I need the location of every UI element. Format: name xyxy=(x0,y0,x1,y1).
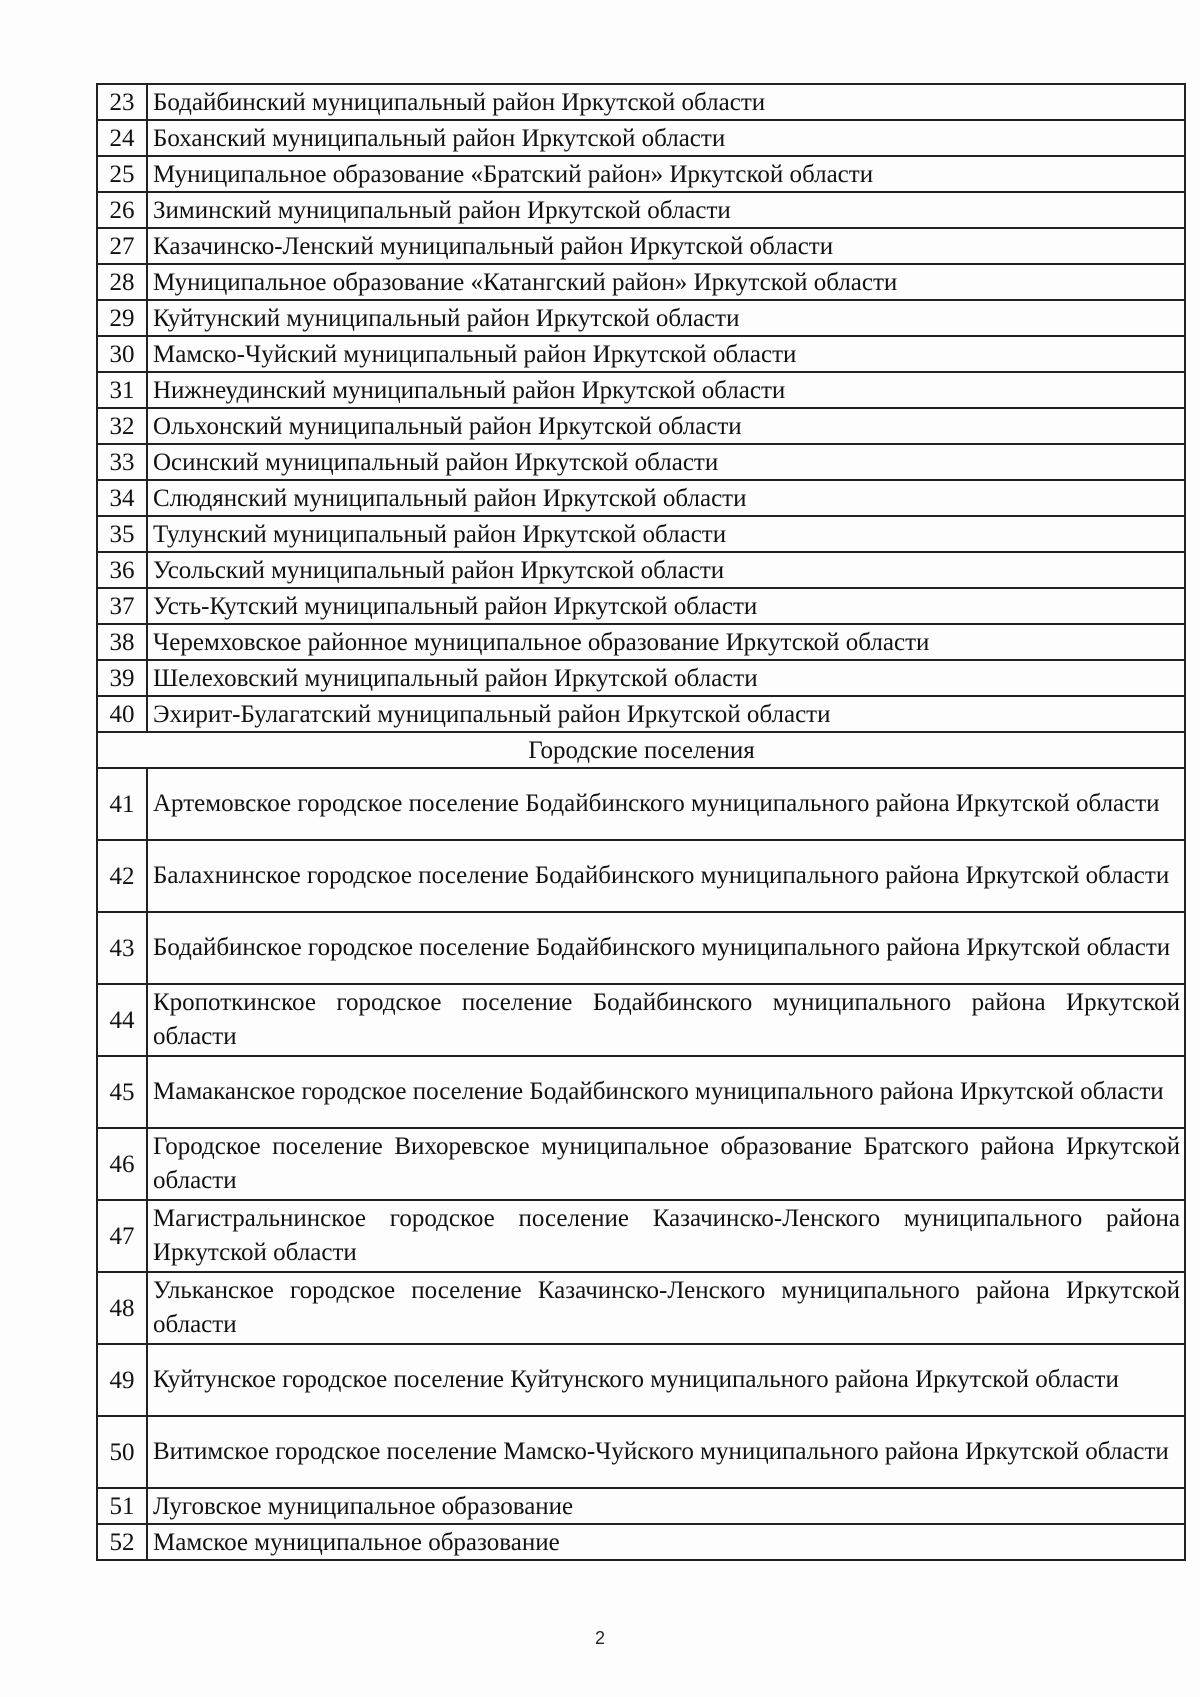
table-row xyxy=(97,408,1185,444)
municipality-name: Мамско-Чуйский муниципальный район Иркутской области xyxy=(147,336,1185,372)
table-row xyxy=(97,696,1185,732)
section-title: Городские поселения xyxy=(97,732,1185,768)
row-number: 33 xyxy=(97,444,147,480)
row-number: 30 xyxy=(97,336,147,372)
table-row xyxy=(97,192,1185,228)
table-row xyxy=(97,372,1185,408)
municipality-name: Кропоткинское городское поселение Бодайбинского муниципального района Иркутской области xyxy=(147,984,1185,1056)
row-number: 48 xyxy=(97,1272,147,1344)
row-number: 42 xyxy=(97,840,147,912)
row-number: 32 xyxy=(97,408,147,444)
municipality-name: Ульканское городское поселение Казачинско-Ленского муниципального района Иркутской области xyxy=(147,1272,1185,1344)
row-number: 51 xyxy=(97,1488,147,1524)
municipality-name: Балахнинское городское поселение Бодайбинского муниципального района Иркутской области xyxy=(147,840,1185,912)
table-row xyxy=(97,156,1185,192)
table-row xyxy=(97,1488,1185,1524)
municipality-name: Витимское городское поселение Мамско-Чуйского муниципального района Иркутской области xyxy=(147,1416,1185,1488)
municipality-name: Эхирит-Булагатский муниципальный район Иркутской области xyxy=(147,696,1185,732)
table-row xyxy=(97,228,1185,264)
municipality-name: Луговское муниципальное образование xyxy=(147,1488,1185,1524)
table-row xyxy=(97,480,1185,516)
row-number: 35 xyxy=(97,516,147,552)
municipality-name: Шелеховский муниципальный район Иркутской области xyxy=(147,660,1185,696)
table-row xyxy=(97,1272,1185,1344)
table-row xyxy=(97,1056,1185,1128)
table-row xyxy=(97,768,1185,840)
row-number: 43 xyxy=(97,912,147,984)
municipality-name: Мамаканское городское поселение Бодайбинского муниципального района Иркутской области xyxy=(147,1056,1185,1128)
table-row xyxy=(97,444,1185,480)
table-row xyxy=(97,516,1185,552)
table-row xyxy=(97,840,1185,912)
municipality-name: Черемховское районное муниципальное образование Иркутской области xyxy=(147,624,1185,660)
row-number: 26 xyxy=(97,192,147,228)
table-row xyxy=(97,120,1185,156)
municipality-name: Слюдянский муниципальный район Иркутской области xyxy=(147,480,1185,516)
row-number: 24 xyxy=(97,120,147,156)
row-number: 28 xyxy=(97,264,147,300)
municipality-name: Куйтунское городское поселение Куйтунского муниципального района Иркутской области xyxy=(147,1344,1185,1416)
municipalities-table-body xyxy=(97,84,1185,1560)
table-row xyxy=(97,912,1185,984)
row-number: 25 xyxy=(97,156,147,192)
row-number: 36 xyxy=(97,552,147,588)
section-header-row xyxy=(97,732,1185,768)
table-row xyxy=(97,264,1185,300)
page-number: 2 xyxy=(594,1628,605,1648)
municipality-name: Казачинско-Ленский муниципальный район Иркутской области xyxy=(147,228,1185,264)
row-number: 41 xyxy=(97,768,147,840)
municipality-name: Муниципальное образование «Катангский район» Иркутской области xyxy=(147,264,1185,300)
table-row xyxy=(97,588,1185,624)
table-row xyxy=(97,84,1185,120)
municipality-name: Усть-Кутский муниципальный район Иркутской области xyxy=(147,588,1185,624)
municipality-name: Зиминский муниципальный район Иркутской области xyxy=(147,192,1185,228)
table-row xyxy=(97,1416,1185,1488)
row-number: 31 xyxy=(97,372,147,408)
row-number: 29 xyxy=(97,300,147,336)
municipality-name: Куйтунский муниципальный район Иркутской области xyxy=(147,300,1185,336)
row-number: 52 xyxy=(97,1524,147,1560)
row-number: 23 xyxy=(97,84,147,120)
table-row xyxy=(97,336,1185,372)
table-row xyxy=(97,1200,1185,1272)
municipality-name: Муниципальное образование «Братский район» Иркутской области xyxy=(147,156,1185,192)
table-row xyxy=(97,624,1185,660)
table-row xyxy=(97,984,1185,1056)
municipality-name: Бодайбинское городское поселение Бодайбинского муниципального района Иркутской области xyxy=(147,912,1185,984)
municipality-name: Боханский муниципальный район Иркутской области xyxy=(147,120,1185,156)
municipality-name: Городское поселение Вихоревское муниципальное образование Братского района Иркутской области xyxy=(147,1128,1185,1200)
table-row xyxy=(97,552,1185,588)
municipality-name: Бодайбинский муниципальный район Иркутской области xyxy=(147,84,1185,120)
row-number: 47 xyxy=(97,1200,147,1272)
row-number: 37 xyxy=(97,588,147,624)
row-number: 38 xyxy=(97,624,147,660)
municipalities-table xyxy=(96,83,1186,1561)
table-row xyxy=(97,1344,1185,1416)
municipality-name: Тулунский муниципальный район Иркутской области xyxy=(147,516,1185,552)
row-number: 27 xyxy=(97,228,147,264)
municipality-name: Магистральнинское городское поселение Казачинско-Ленского муниципального района Иркутской области xyxy=(147,1200,1185,1272)
row-number: 39 xyxy=(97,660,147,696)
municipality-name: Осинский муниципальный район Иркутской области xyxy=(147,444,1185,480)
row-number: 50 xyxy=(97,1416,147,1488)
row-number: 44 xyxy=(97,984,147,1056)
table-row xyxy=(97,660,1185,696)
table-row xyxy=(97,1128,1185,1200)
municipality-name: Нижнеудинский муниципальный район Иркутской области xyxy=(147,372,1185,408)
municipality-name: Артемовское городское поселение Бодайбинского муниципального района Иркутской области xyxy=(147,768,1185,840)
municipality-name: Ольхонский муниципальный район Иркутской области xyxy=(147,408,1185,444)
table-row xyxy=(97,300,1185,336)
row-number: 45 xyxy=(97,1056,147,1128)
municipality-name: Мамское муниципальное образование xyxy=(147,1524,1185,1560)
row-number: 34 xyxy=(97,480,147,516)
table-row xyxy=(97,1524,1185,1560)
municipality-name: Усольский муниципальный район Иркутской области xyxy=(147,552,1185,588)
row-number: 40 xyxy=(97,696,147,732)
row-number: 49 xyxy=(97,1344,147,1416)
row-number: 46 xyxy=(97,1128,147,1200)
